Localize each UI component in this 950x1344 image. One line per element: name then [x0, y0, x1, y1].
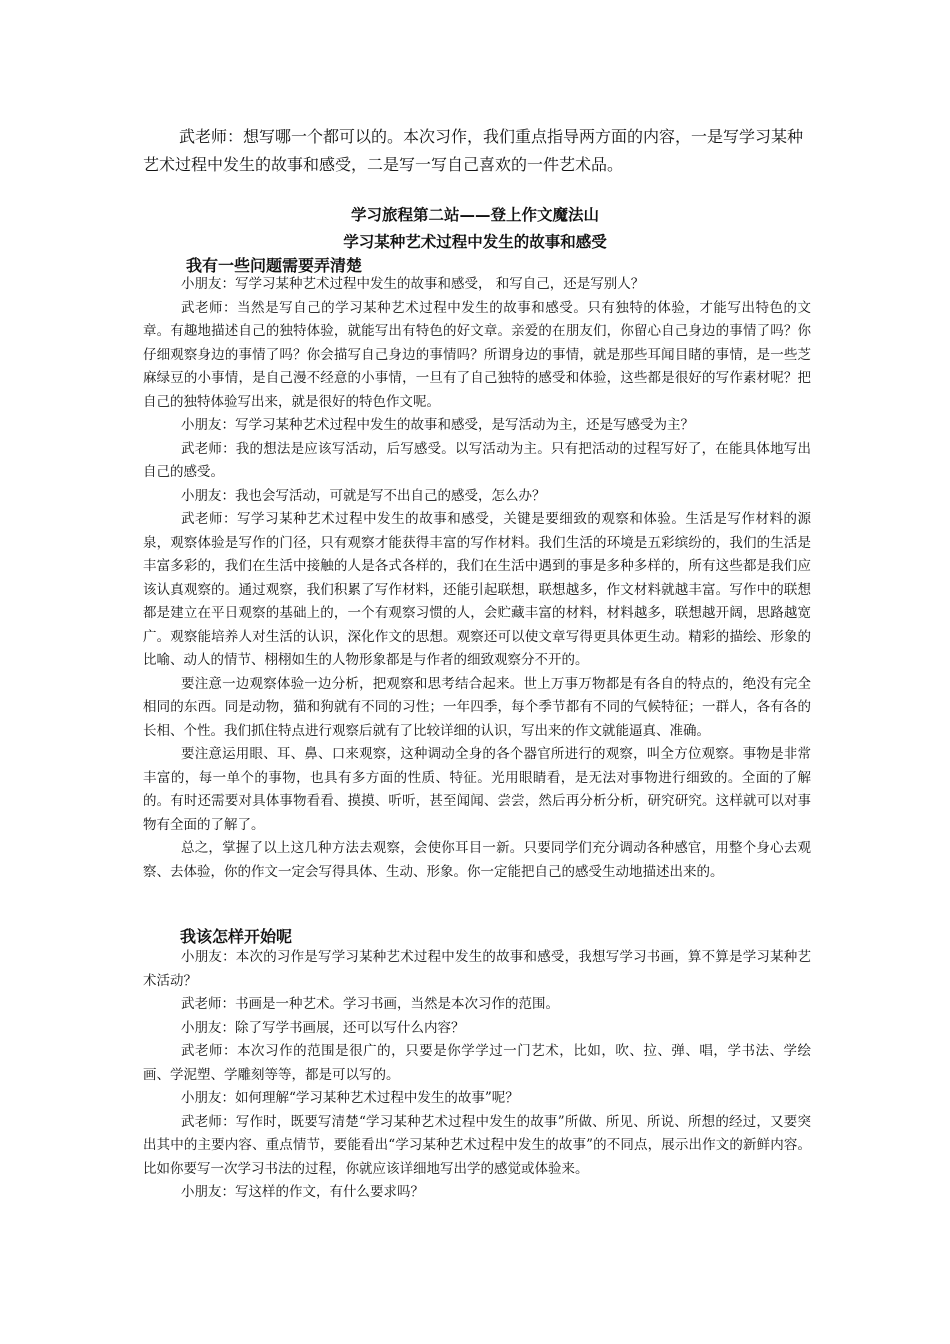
- main-title: 学习旅程第二站——登上作文魔法山: [350, 206, 599, 224]
- dialogue-paragraph: 武老师：当然是写自己的学习某种艺术过程中发生的故事和感受。只有独特的体验，才能写出特色的文章。有趣地描述自己的独特体验，就能写出有特色的好文章。亲爱的在朋友们，你留心自己身边的事情了吗？你仔细观察身边的事情了吗？你会描写自己身边的事情吗？所谓身边的事情，就是那些耳闻目睹的事情，是一些芝麻绿豆的小事情，是自己漫不经意的小事情，一旦有了自己独特的感受和体验，这些都是很好的写作素材呢？把自己的独特体验写出来，就是很好的特色作文呢。: [143, 299, 811, 410]
- dialogue-paragraph: 小朋友：我也会写活动，可就是写不出自己的感受，怎么办？: [181, 487, 546, 504]
- dialogue-paragraph: 武老师：我的想法是应该写活动，后写感受。以写活动为主。只有把活动的过程写好了，在能具体地写出自己的感受。: [143, 440, 811, 480]
- dialogue-paragraph: 武老师：写学习某种艺术过程中发生的故事和感受，关键是要细致的观察和体验。生活是写作材料的源泉，观察体验是写作的门径，只有观察才能获得丰富的写作材料。我们生活的环境是五彩缤纷的，我们的生活是丰富多彩的，我们在生活中接触的人是各式各样的，我们在生活中遇到的事是多种多样的，所有这些都是我们应该认真观察的。通过观察，我们积累了写作材料，还能引起联想，联想越多，作文材料就越丰富。写作中的联想都是建立在平日观察的基础上的，一个有观察习惯的人，会贮藏丰富的材料，材料越多，联想越开阔，思路越宽广。观察能培养人对生活的认识，深化作文的思想。观察还可以使文章写得更具体更生动。精彩的描绘、形象的比喻、动人的情节、栩栩如生的人物形象都是与作者的细致观察分不开的。: [143, 511, 811, 668]
- section-heading-start: 我该怎样开始呢: [180, 927, 293, 946]
- dialogue-paragraph: 武老师：书画是一种艺术。学习书画，当然是本次习作的范围。: [181, 996, 559, 1012]
- section-heading-questions: 我有一些问题需要弄清楚: [186, 256, 363, 275]
- dialogue-paragraph: 小朋友：写学习某种艺术过程中发生的故事和感受， 和写自己，还是写别人？: [181, 276, 645, 292]
- dialogue-paragraph: 小朋友：如何理解“学习某种艺术过程中发生的故事”呢？: [181, 1090, 519, 1106]
- dialogue-paragraph: 要注意运用眼、耳、鼻、口来观察，这种调动全身的各个器官所进行的观察，叫全方位观察。事物是非常丰富的，每一单个的事物，也具有多方面的性质、特征。光用眼睛看，是无法对事物进行细致的。全面的了解的。有时还需要对具体事物看看、摸摸、听听，甚至闻闻、尝尝，然后再分析分析，研究研究。这样就可以对事物有全面的了解了。: [143, 746, 811, 833]
- dialogue-paragraph: 小朋友：写这样的作文，有什么要求吗？: [181, 1184, 424, 1200]
- section-body-questions: [143, 273, 811, 884]
- dialogue-paragraph: 总之，掌握了以上这几种方法去观察，会使你耳目一新。只要同学们充分调动各种感官，用整个身心去观察、去体验，你的作文一定会写得具体、生动、形象。你一定能把自己的感受生动地描述出来的。: [143, 840, 811, 880]
- intro-paragraph: 武老师：想写哪一个都可以的。本次习作，我们重点指导两方面的内容，一是写学习某种艺术过程中发生的故事和感受，二是写一写自己喜欢的一件艺术品。: [143, 127, 804, 174]
- subtitle: 学习某种艺术过程中发生的故事和感受: [343, 233, 607, 251]
- dialogue-paragraph: 小朋友：除了写学书画展，还可以写什么内容？: [181, 1019, 465, 1036]
- dialogue-paragraph: 要注意一边观察体验一边分析，把观察和思考结合起来。世上万事万物都是有各自的特点的，绝没有完全相同的东西。同是动物，猫和狗就有不同的习性；一年四季，每个季节都有不同的气候特征；一群人，各有各的长相、个性。我们抓住特点进行观察后就有了比较详细的认识，写出来的作文就能逼真、准确。: [143, 675, 811, 739]
- section-body-start: [143, 946, 811, 1205]
- dialogue-paragraph: 小朋友：写学习某种艺术过程中发生的故事和感受，是写活动为主，还是写感受为主？: [181, 417, 694, 433]
- dialogue-paragraph: 武老师：本次习作的范围是很广的，只要是你学学过一门艺术，比如，吹、拉、弹、唱，学书法、学绘画、学泥塑、学雕刻等等，都是可以写的。: [143, 1043, 811, 1083]
- dialogue-paragraph: 小朋友：本次的习作是写学习某种艺术过程中发生的故事和感受，我想写学习书画，算不算是学习某种艺术活动？: [143, 949, 811, 989]
- dialogue-paragraph: 武老师：写作时，既要写清楚“学习某种艺术过程中发生的故事”所做、所见、所说、所想的经过，又要突出其中的主要内容、重点情节，要能看出“学习某种艺术过程中发生的故事”的不同点，展示出作文的新鲜内容。比如你要写一次学习书法的过程，你就应该详细地写出学的感觉或体验来。: [143, 1113, 811, 1177]
